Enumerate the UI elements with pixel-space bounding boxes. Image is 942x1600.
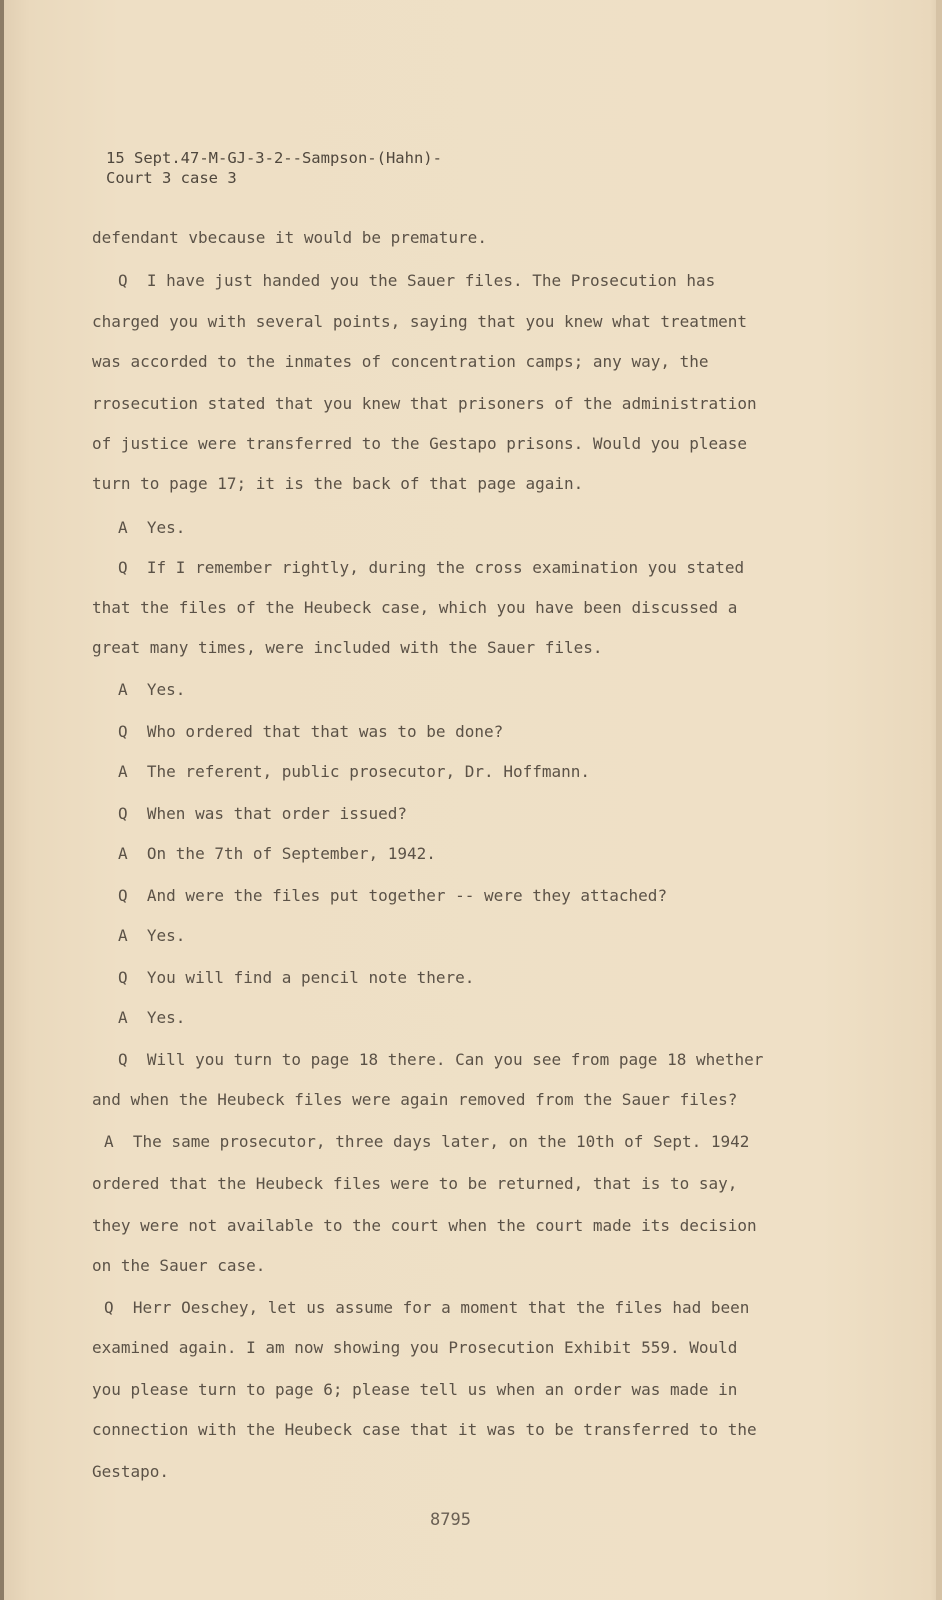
- text-line: of justice were transferred to the Gestapo prisons. Would you please: [92, 434, 748, 453]
- text-line: Gestapo.: [92, 1462, 170, 1481]
- text-line: ordered that the Heubeck files were to be returned, that is to say,: [92, 1174, 738, 1193]
- text-line: you please turn to page 6; please tell us when an order was made in: [92, 1380, 738, 1399]
- text-line: on the Sauer case.: [92, 1256, 266, 1275]
- text-line: Q Who ordered that that was to be done?: [118, 722, 504, 741]
- text-line: Q If I remember rightly, during the cross examination you stated: [118, 558, 745, 577]
- page-right-edge: [936, 0, 942, 1600]
- text-line: and when the Heubeck files were again removed from the Sauer files?: [92, 1090, 738, 1109]
- document-header: [106, 148, 442, 188]
- text-line: Q I have just handed you the Sauer files. The Prosecution has: [118, 271, 716, 290]
- text-line: A On the 7th of September, 1942.: [118, 844, 436, 863]
- text-line: A Yes.: [118, 518, 186, 537]
- text-line: they were not available to the court when the court made its decision: [92, 1216, 757, 1235]
- text-line: Q When was that order issued?: [118, 804, 407, 823]
- text-line: was accorded to the inmates of concentration camps; any way, the: [92, 352, 709, 371]
- text-line: Q And were the files put together -- were they attached?: [118, 886, 668, 905]
- text-line: connection with the Heubeck case that it was to be transferred to the: [92, 1420, 757, 1439]
- text-line: A The referent, public prosecutor, Dr. Hoffmann.: [118, 762, 591, 781]
- text-line: great many times, were included with the Sauer files.: [92, 638, 603, 657]
- text-line: turn to page 17; it is the back of that page again.: [92, 474, 584, 493]
- text-line: charged you with several points, saying that you knew what treatment: [92, 312, 748, 331]
- text-line: A Yes.: [118, 1008, 186, 1027]
- header-line-1: 15 Sept.47-M-GJ-3-2--Sampson-(Hahn)-: [106, 149, 442, 167]
- text-line: A Yes.: [118, 926, 186, 945]
- text-line: A Yes.: [118, 680, 186, 699]
- text-line: examined again. I am now showing you Prosecution Exhibit 559. Would: [92, 1338, 738, 1357]
- text-line: rrosecution stated that you knew that prisoners of the administration: [92, 394, 757, 413]
- text-line: Q Will you turn to page 18 there. Can you see from page 18 whether: [118, 1050, 764, 1069]
- text-line: Q Herr Oeschey, let us assume for a moment that the files had been: [104, 1298, 750, 1317]
- page-left-edge: [0, 0, 4, 1600]
- page-number: 8795: [430, 1510, 471, 1530]
- text-line: Q You will find a pencil note there.: [118, 968, 475, 987]
- text-line: A The same prosecutor, three days later, on the 10th of Sept. 1942: [104, 1132, 750, 1151]
- text-line: that the files of the Heubeck case, which you have been discussed a: [92, 598, 738, 617]
- header-line-2: Court 3 case 3: [106, 169, 237, 187]
- text-line: defendant vbecause it would be premature.: [92, 228, 487, 247]
